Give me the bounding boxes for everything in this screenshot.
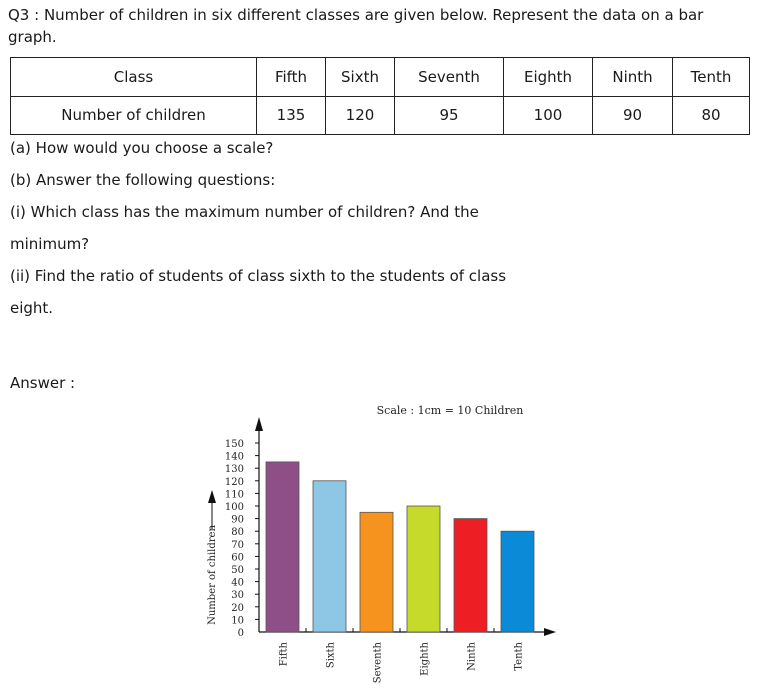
table-row (11, 96, 750, 135)
table-header-cell: Sixth (326, 58, 395, 97)
bar-sixth (313, 481, 346, 632)
table-row-label: Number of children (11, 96, 257, 135)
y-tick-label: 80 (231, 527, 244, 539)
y-tick-label: 60 (231, 552, 244, 564)
chart-title: Scale : 1cm = 10 Children (376, 404, 524, 417)
part-b-text: (b) Answer the following questions: (10, 171, 276, 189)
table-header-cell: Tenth (673, 58, 750, 97)
answer-label: Answer : (10, 374, 76, 392)
table-cell: 120 (326, 96, 395, 135)
part-ii-line2: eight. (10, 299, 54, 317)
y-tick-label: 10 (231, 615, 244, 627)
x-tick-labels (279, 641, 525, 683)
chart-bars (266, 462, 534, 632)
y-ticks (225, 439, 259, 639)
table-cell: 135 (257, 96, 326, 135)
x-tick-label: Ninth (466, 642, 478, 671)
bar-ninth (454, 519, 487, 632)
x-tick-label: Sixth (325, 642, 337, 669)
x-tick-label: Seventh (372, 642, 384, 684)
y-axis-label: Number of children (207, 525, 218, 625)
bar-chart (0, 395, 758, 695)
y-tick-label: 130 (224, 464, 244, 476)
y-tick-label: 140 (224, 451, 244, 463)
y-label-arrow-head (208, 490, 216, 503)
y-axis-arrow (255, 417, 263, 431)
y-tick-label: 150 (224, 439, 244, 450)
x-tick-label: Tenth (513, 642, 525, 671)
table-cell: 90 (593, 96, 673, 135)
table-header-cell: Eighth (504, 58, 593, 97)
question-text: Q3 : Number of children in six different classes are given below. Represent the data on a bar graph. (8, 6, 704, 46)
x-tick-label: Fifth (278, 642, 290, 667)
table-cell: 100 (504, 96, 593, 135)
part-a-text: (a) How would you choose a scale? (10, 139, 274, 157)
y-tick-label: 110 (224, 489, 244, 501)
table-header-cell: Seventh (395, 58, 504, 97)
bar-eighth (407, 506, 440, 632)
table-cell: 95 (395, 96, 504, 135)
y-tick-label: 70 (231, 539, 244, 551)
bar-seventh (360, 512, 393, 632)
data-table (10, 57, 750, 135)
table-header-cell: Fifth (257, 58, 326, 97)
y-tick-label: 20 (231, 602, 244, 614)
table-cell: 80 (673, 96, 750, 135)
table-header-cell: Ninth (593, 58, 673, 97)
y-tick-label: 0 (237, 628, 244, 639)
x-axis-arrow (544, 628, 556, 636)
y-tick-label: 30 (231, 590, 244, 602)
part-ii-line1: (ii) Find the ratio of students of class sixth to the students of class (10, 267, 507, 285)
y-tick-label: 120 (224, 476, 244, 488)
y-tick-label: 40 (231, 577, 244, 589)
y-axis-label-group (207, 490, 218, 625)
table-header-row (11, 58, 750, 97)
y-tick-label: 90 (231, 514, 244, 526)
part-i-line2: minimum? (10, 235, 90, 253)
bar-tenth (501, 531, 534, 632)
y-tick-label: 100 (224, 502, 244, 513)
part-i-line1: (i) Which class has the maximum number of children? And the (10, 203, 479, 221)
table-header-label: Class (11, 58, 257, 97)
x-tick-label: Eighth (419, 642, 431, 676)
y-tick-label: 50 (231, 565, 244, 576)
bar-fifth (266, 462, 299, 632)
